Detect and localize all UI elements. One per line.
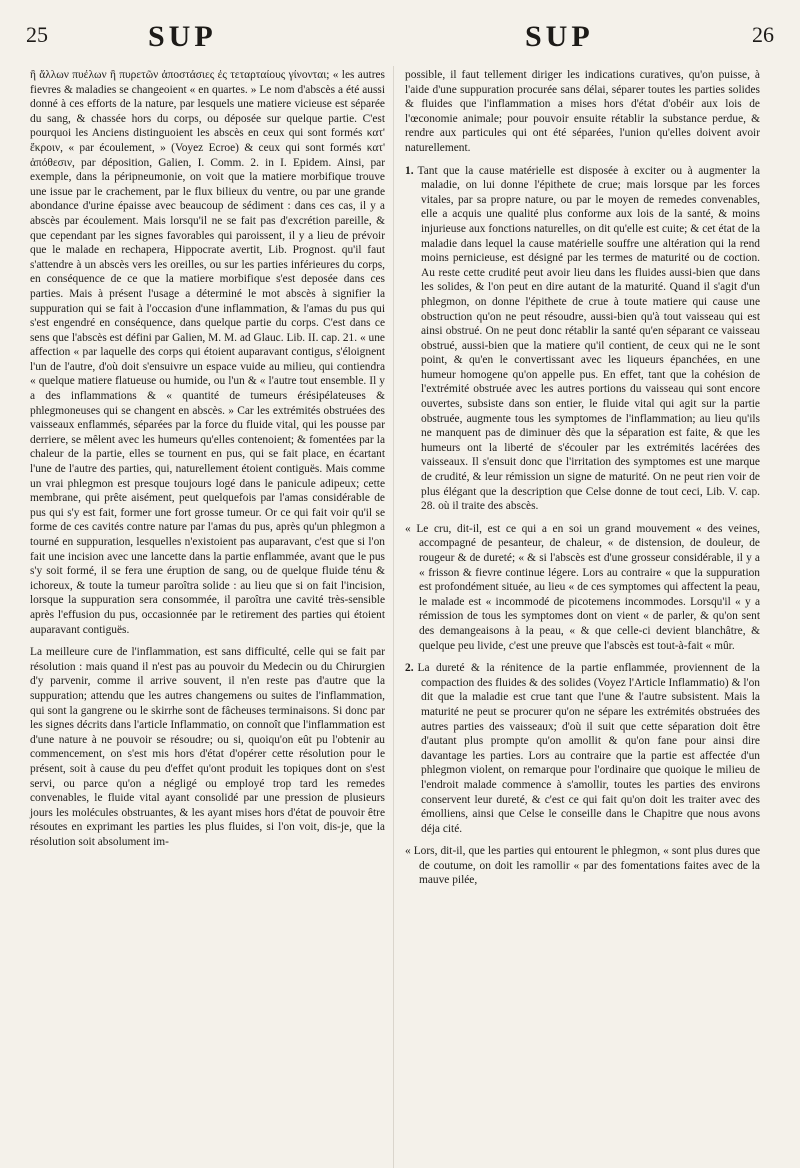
right-paragraph-5: « Lors, dit-il, que les parties qui entourent le phlegmon, « sont plus dures que de coutume, on doit les ramollir « par des fomentations faites avec de la mauve pilée,: [405, 845, 760, 887]
right-paragraph-2: [405, 164, 760, 514]
right-running-head: SUP: [525, 20, 594, 53]
left-paragraph-1: ἢ ἄλλων πυέλων ἢ πυρετῶν ἀποστάσιες ἐς τεταρταίους γίνονται; « les autres fievres & maladies se changeoient « en quartes. » Le nom d'abscès a été aussi donné à ces efforts de la nature, par lesquels une matiere vicieuse est séparée du sang, & chassée hors du corps, ou déposée sur quelque partie. C'est pourquoi les Anciens distinguoient les abscès en ceux qui sont formés κατ' ἔκροιν, « par écoulement, » (Voyez Ecroe) & ceux qui sont formés κατ' ἀπόθεσιν, par déposition, Galien, I. Comm. 2. in I. Epidem. Ainsi, par exemple, dans la péripneumonie, on voit que la matiere morbifique trouve une issue par le crachement, par le flux bilieux du ventre, ou par une grande abondance d'urine épaisse avec beaucoup de sédiment : dans ces cas, il y a abscès par écoulement. Mais lorsqu'il ne se fait pas d'excrétion pareille, & que cependant par les signes favorables qui paroissent, il y a lieu de prévoir que le malade en rechapera, Hippocrate avertit, Lib. Prognost. qu'il faut s'attendre à un abscès vers les oreilles, ou sur les parties inférieures du corps, en conséquence de ce que la matiere morbifique s'est deposée dans ces parties. Mais à présent l'usage a déterminé le mot abscès à signifier la suppuration qui se fait à l'occasion d'une inflammation, & l'amas du pus qui s'est engendré en conséquence, dans quelque partie du corps. C'est dans ce sens que l'abscès est défini par Galien, M. M. ad Glauc. Lib. II. cap. 21. « une affection « par laquelle des corps qui étoient auparavant contigus, s'éloignent l'un de l'autre, d'où doit s'ensuivre un espace vuide au milieu, qui contiendra « quelque matiere flatueuse ou humide, ou l'un & « l'autre tout ensemble. Il y a des inflammations & « quantité de tumeurs érésipélateuses & phlegmoneuses qui se changent en abscès. » Car les extrémités obstruées des vaisseaux enflammés, séparées par la force du fluide vital, qui les pousse par derriere, se mêlent avec les humeurs qu'elles contenoient; & fomentées par la chaleur de la partie, elles se tournent en pus, qui se fait place, en écartant l'une de l'autre des parties, qui, naturellement étoient contiguës. Mais comme un vrai phlegmon est presque toujours logé dans le panicule adipeux; cette membrane, qui prête aisément, peut quelquefois par l'amas considérable de pus qui s'y est fait, former une fort grosse tumeur. Or ce qui fait voir qu'il se forme de ces cavités contre nature par l'amas du pus, après qu'un phlegmon a tourné en suppuration, lesquelles n'existoient pas auparavant, c'est que si l'on fait une incision avec une lancette dans la partie enflammée, avant que le pus s'y soit formé, il se fera une éruption de sang, ou de quelque fluide ténu & ichoreux, & toute la tumeur paroîtra solide : au lieu que si on fait l'incision, lorsque la suppuration sera consommée, il paroîtra une cavité très-sensible après l'effusion du pus, occasionnée par le retirement des parties qui étoient auparavant contiguës.: [30, 69, 385, 636]
right-page-number: 26: [752, 22, 774, 47]
text-columns: [30, 68, 778, 896]
right-paragraph-1: possible, il faut tellement diriger les indications curatives, qu'on puisse, à l'aide d'une suppuration procurée sans délai, séparer toutes les parties solides & fluides que l'inflammation a mises hors d'état d'obéir aux lois de l'œconomie animale; pour pouvoir ensuite rétablir la substance perdue, & rendre aux particules qui ont été séparées, l'union qu'elles doivent avoir naturellement.: [405, 69, 760, 154]
item-text: La dureté & la rénitence de la partie enflammée, proviennent de la compaction des fluides & des solides (Voyez l'Article Inflammatio) & l'on dit que la maladie est crue tant que l'une & l'autre subsistent. Mais la maturité ne peut se procurer qu'on ne sépare les extrémités obstruées des autres parties des vaisseaux; d'où il suit que cette séparation doit être d'autant plus prompte qu'on amollit & qu'on fane pour ainsi dire davantage les parties. Lors au contraire que la partie est affectée d'un phlegmon violent, on remarque pour l'ordinaire que quoique le milieu de l'endroit malade commence à s'amollir, toutes les parties des environs conservent leur dureté, & c'est ce qui fait qu'on doit les traiter avec des émolliens, ainsi que Celse le conseille dans le Chapitre que nous avons déja cité.: [417, 662, 760, 835]
left-running-head: SUP: [148, 20, 217, 53]
right-column: [405, 68, 760, 896]
right-paragraph-3: « Le cru, dit-il, est ce qui a en soi un grand mouvement « des veines, accompagné de pesanteur, de chaleur, « de distension, de douleur, de rougeur & de dureté; « & si l'abscès est d'une grosseur considérable, il y a « frisson & fievre continue légere. Lors au contraire « que la suppuration est profondément située, au lieu « de ces symptomes qui affectent la peau, le malade est « incommodé de picotemens incommodes. Lorsqu'il « y a rémission de tous les symptomes dont on vient « de parler, & qu'on sent des demangeaisons à la peau, « & que celle-ci devient blanchâtre, & quelque peu livide, c'est une preuve que l'abscès est tout-à-fait « mûr.: [405, 522, 760, 652]
right-paragraph-4: [405, 661, 760, 836]
item-number: 1.: [405, 164, 414, 177]
item-text: Tant que la cause matérielle est disposée à exciter ou à augmenter la maladie, on lui donne l'épithete de crue; mais lorsque par les forces vitales, par sa propre nature, ou par le moyen de remedes convenables, elle a acquis une qualité plus conforme aux lois de la santé, & moins injurieuse aux fonctions naturelles, on dit qu'elle est cuite; & cet état de la maladie dans lequel la cause matérielle souffre une altération qui la rend moins pernicieuse, est désigné par les termes de maturité ou de coction. Au reste cette crudité peut avoir lieu dans les fluides aussi-bien que dans les solides, & l'on peut en dire autant de la maturité. Quand il s'agit d'un phlegmon, on donne l'épithete de crue à toute matiere qui cause une obstruction qu'on ne peut résoudre, aussi-bien qu'à tout vaisseau qui est ainsi obstrué. On ne peut donc rétablir la santé qu'en séparant ce vaisseau obstrué, aussi-bien que la matiere qu'il contient, de ceux qui ne le sont point, & qu'en le convertissant avec les liqueurs épanchées, en une humeur homogene qu'on appelle pus. En effet, tant que la cohésion de l'extrémité obstruée avec les autres portions du vaisseau qui sont encore ouvertes, subsiste dans son entier, le fluide vital qui agit sur la partie obstruée, augmente tous les symptomes de l'inflammation; au lieu qu'ils ne manquent pas de diminuer dès que la séparation est faite, & que les humeurs ont la liberté de s'écouler par les extrémités lacérées des vaisseaux. Il s'ensuit donc que l'irritation des symptomes est une marque de crudité, & leur rémission un signe de maturité. On ne peut rien voir de plus élégant que la description que Celse donne de tout ceci, Lib. V. cap. 28. où il traite des abscès.: [417, 164, 760, 513]
left-column: [30, 68, 385, 896]
running-header: [22, 16, 778, 66]
left-page-number: 25: [26, 22, 48, 47]
item-number: 2.: [405, 662, 414, 675]
left-paragraph-2: La meilleure cure de l'inflammation, est sans difficulté, celle qui se fait par résolution : mais quand il n'est pas au pouvoir du Medecin ou du Chirurgien d'y parvenir, comme il arrive souvent, il n'en reste pas d'autre que la suppuration; attendu que les autres changemens ou suites de l'inflammation, qui sont la gangrene ou le skirrhe sont de fâcheuses terminaisons. Si donc par les signes décrits dans l'article Inflammatio, on connoît que l'inflammation est d'une nature à ne pouvoir se résoudre; ou si, quoiqu'on eût pu l'obtenir au commencement, on s'est mis hors d'état d'opérer cette résolution pour le présent, soit à cause du peu d'effet qu'ont produit les topiques dont on s'est servi, ou parce qu'on a négligé ou employé trop tard les remedes convenables, le fluide vital ayant consolidé par une pression de plusieurs jours les molécules obstruantes, & les ayant mises hors d'état de pouvoir être résoutes en exprimant les parties les plus fluides, si l'on voit, dis-je, que la résolution soit absolument im-: [30, 646, 385, 848]
